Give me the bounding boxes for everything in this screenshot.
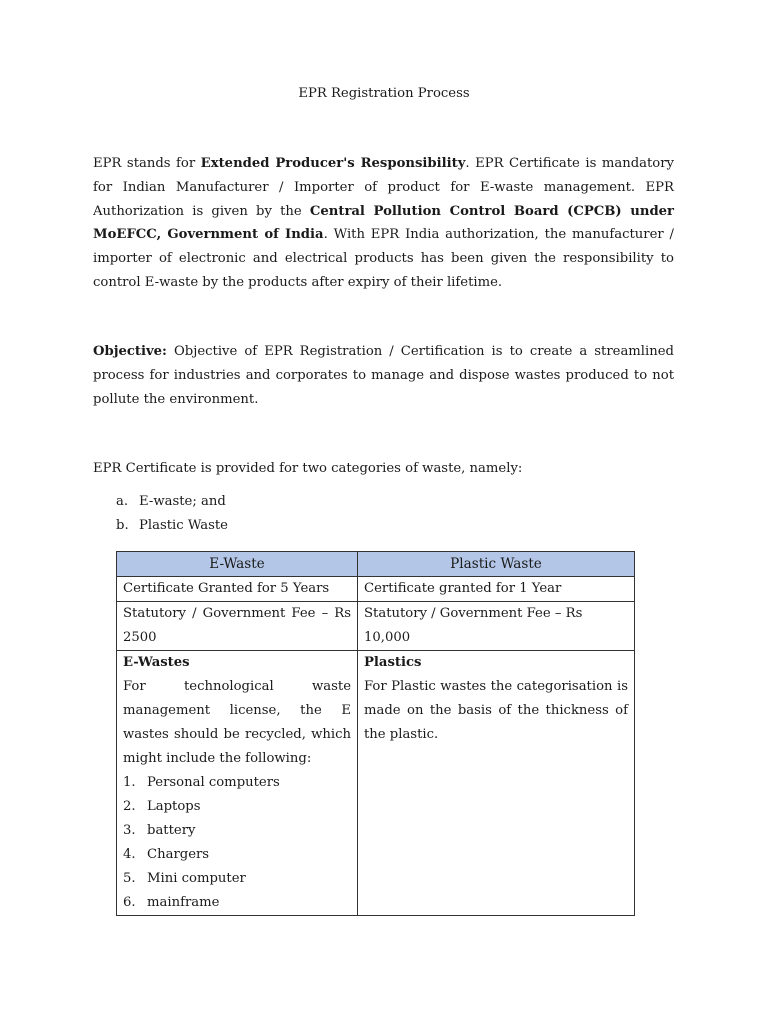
list-item (123, 891, 351, 915)
objective-paragraph (93, 340, 674, 411)
header-ewaste: E-Waste (117, 552, 358, 577)
comparison-table (116, 551, 635, 916)
list-item-label: Personal computers (147, 775, 280, 790)
list-item (123, 867, 351, 891)
list-item (123, 819, 351, 843)
list-marker: a. (116, 494, 129, 509)
ewaste-list (123, 771, 351, 915)
list-number: 4. (123, 847, 136, 862)
categories-list (116, 490, 228, 537)
table-cell: Certificate granted for 1 Year (358, 577, 635, 602)
list-item-label: Plastic Waste (139, 517, 228, 533)
ewaste-text: For technological waste management license, the E wastes should be recycled, which might include the following: (123, 679, 351, 766)
intro-bold-1: Extended Producer's Responsibility (200, 156, 466, 171)
header-plastic: Plastic Waste (358, 552, 635, 577)
list-item (116, 490, 228, 514)
list-item-label: Mini computer (147, 871, 246, 886)
list-number: 1. (123, 775, 136, 790)
objective-label: Objective: (93, 344, 167, 359)
plastic-text: For Plastic wastes the categorisation is made on the basis of the thickness of the plastic. (364, 679, 628, 742)
table-header-row (117, 552, 635, 577)
table-row (117, 651, 635, 916)
intro-bold-2: Central Pollution Control Board (CPCB) under MoEFCC, Government of India (93, 203, 674, 243)
table-cell: Certificate Granted for 5 Years (117, 577, 358, 602)
list-number: 3. (123, 823, 136, 838)
list-marker: b. (116, 517, 129, 533)
list-item-label: mainframe (147, 895, 220, 910)
plastic-heading: Plastics (364, 655, 422, 670)
page-title: EPR Registration Process (298, 86, 470, 101)
ewaste-heading: E-Wastes (123, 655, 190, 670)
list-item (116, 514, 228, 538)
table-cell: Statutory / Government Fee – Rs 2500 (117, 602, 358, 651)
intro-paragraph (93, 152, 674, 295)
ewaste-details-cell (117, 651, 358, 916)
table-cell: Statutory / Government Fee – Rs 10,000 (358, 602, 635, 651)
list-item-label: E-waste; and (139, 494, 226, 509)
list-number: 2. (123, 799, 136, 814)
list-item (123, 795, 351, 819)
list-item-label: Laptops (147, 799, 201, 814)
table-row (117, 577, 635, 602)
intro-text-3: . With EPR India authorization, the manufacturer / importer of electronic and electrical products has been given the responsibility to control E-waste by the products after expiry of their lifetime. (93, 227, 674, 290)
plastic-details-cell (358, 651, 635, 916)
intro-text-2: . EPR Certificate is mandatory for Indian Manufacturer / Importer of product for E-waste management. EPR Authorization is given by the (93, 156, 674, 219)
list-item (123, 771, 351, 795)
list-number: 5. (123, 871, 136, 886)
categories-intro: EPR Certificate is provided for two categories of waste, namely: (93, 461, 523, 476)
list-item-label: battery (147, 823, 196, 838)
table-row (117, 602, 635, 651)
intro-text-1: EPR stands for (93, 156, 201, 171)
list-item (123, 843, 351, 867)
list-number: 6. (123, 895, 136, 910)
list-item-label: Chargers (147, 847, 210, 862)
objective-text: Objective of EPR Registration / Certification is to create a streamlined process for industries and corporates to manage and dispose wastes produced to not pollute the environment. (93, 344, 674, 407)
